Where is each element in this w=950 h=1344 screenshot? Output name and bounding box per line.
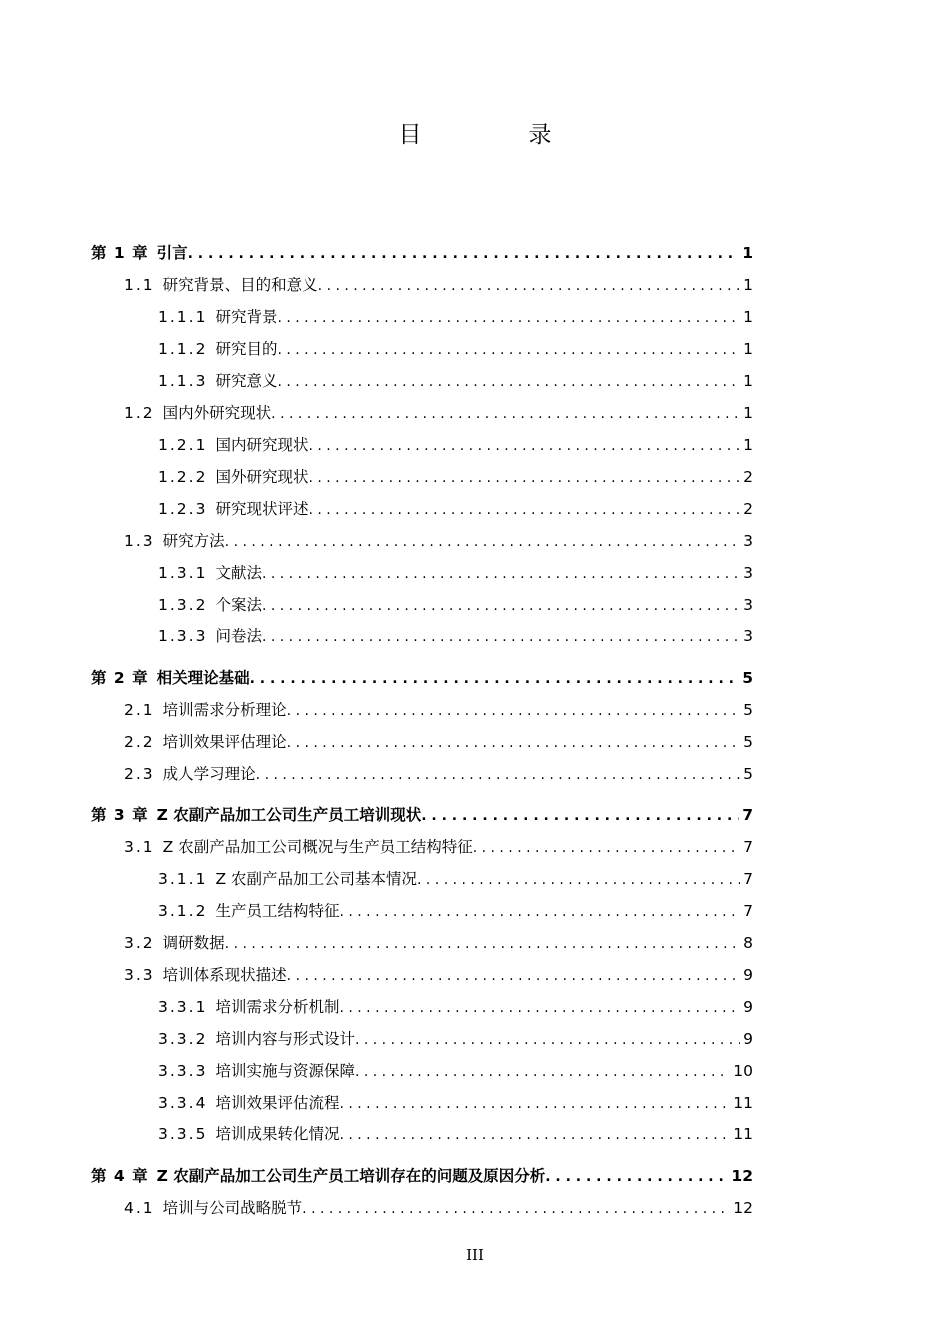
toc-section-entry[interactable] <box>124 931 753 955</box>
toc-section-entry[interactable] <box>124 762 753 786</box>
toc-entry-number: 3.1.1 <box>158 870 208 888</box>
toc-page-number: 12 <box>733 1199 753 1217</box>
toc-entry-number: 3.1.2 <box>158 902 208 920</box>
toc-leader-dots <box>417 872 740 888</box>
toc-page-number: 5 <box>742 669 753 687</box>
toc-entry-number: 4.1 <box>124 1199 155 1217</box>
toc-page-number: 1 <box>743 340 753 358</box>
toc-entry-title: Z 农副产品加工公司生产员工培训存在的问题及原因分析 <box>156 1167 546 1185</box>
toc-leader-dots <box>545 1169 728 1185</box>
toc-leader-dots <box>287 968 740 984</box>
toc-entry-title: 生产员工结构特征 <box>215 902 340 920</box>
toc-section-entry[interactable] <box>124 1196 753 1220</box>
toc-entry-title: 成人学习理论 <box>162 765 256 783</box>
toc-page-number: 11 <box>733 1094 753 1112</box>
toc-chapter-entry[interactable] <box>91 666 753 690</box>
toc-page-number: 3 <box>743 627 753 645</box>
toc-entry-number: 第 2 章 <box>91 669 149 687</box>
toc-page-number: 7 <box>742 806 753 824</box>
toc-section-entry[interactable] <box>124 401 753 425</box>
toc-leader-dots <box>256 767 740 783</box>
toc-entry-title: 问卷法 <box>215 627 262 645</box>
toc-entry-title: 国内研究现状 <box>215 436 309 454</box>
toc-entry-title: 培训效果评估流程 <box>215 1094 340 1112</box>
toc-section-entry[interactable] <box>158 1027 753 1051</box>
toc-section-entry[interactable] <box>124 273 753 297</box>
toc-entry-number: 1.3.3 <box>158 627 208 645</box>
toc-page-number: 7 <box>743 902 753 920</box>
toc-leader-dots <box>277 342 740 358</box>
toc-entry-title: 培训内容与形式设计 <box>215 1030 355 1048</box>
toc-leader-dots <box>355 1032 740 1048</box>
toc-page-number: 1 <box>743 372 753 390</box>
toc-chapter-entry[interactable] <box>91 803 753 827</box>
toc-leader-dots <box>271 406 740 422</box>
toc-entry-number: 1.2.1 <box>158 436 208 454</box>
toc-entry-title: 培训需求分析机制 <box>215 998 340 1016</box>
toc-entry-number: 3.3.2 <box>158 1030 208 1048</box>
toc-entry-title: 研究意义 <box>215 372 278 390</box>
toc-leader-dots <box>339 904 740 920</box>
toc-section-entry[interactable] <box>158 369 753 393</box>
toc-section-entry[interactable] <box>124 698 753 722</box>
toc-page-number: 5 <box>743 733 753 751</box>
toc-page-number: 2 <box>743 468 753 486</box>
toc-entry-title: 培训实施与资源保障 <box>215 1062 355 1080</box>
toc-leader-dots <box>473 840 740 856</box>
toc-entry-number: 2.1 <box>124 701 155 719</box>
toc-page-number: 3 <box>743 532 753 550</box>
toc-page-number: 9 <box>743 998 753 1016</box>
toc-leader-dots <box>225 534 740 550</box>
toc-leader-dots <box>308 470 740 486</box>
toc-section-entry[interactable] <box>124 730 753 754</box>
toc-entry-title: 相关理论基础 <box>156 669 250 687</box>
toc-section-entry[interactable] <box>158 337 753 361</box>
toc-page-number: 1 <box>743 404 753 422</box>
toc-section-entry[interactable] <box>158 1122 753 1146</box>
toc-entry-number: 1.3 <box>124 532 155 550</box>
toc-section-entry[interactable] <box>158 995 753 1019</box>
toc-leader-dots <box>277 374 740 390</box>
toc-section-entry[interactable] <box>158 867 753 891</box>
toc-page-number: 9 <box>743 966 753 984</box>
toc-entry-title: 调研数据 <box>162 934 225 952</box>
toc-section-entry[interactable] <box>158 433 753 457</box>
toc-page-number: 8 <box>743 934 753 952</box>
toc-entry-number: 第 4 章 <box>91 1167 149 1185</box>
toc-entry-title: 研究背景 <box>215 308 278 326</box>
toc-entry-number: 3.3 <box>124 966 155 984</box>
toc-section-entry[interactable] <box>124 963 753 987</box>
toc-page-number: 1 <box>742 244 753 262</box>
toc-entry-number: 2.3 <box>124 765 155 783</box>
toc-entry-title: 研究方法 <box>162 532 225 550</box>
toc-leader-dots <box>262 598 740 614</box>
toc-section-entry[interactable] <box>158 624 753 648</box>
toc-section-entry[interactable] <box>158 305 753 329</box>
toc-section-entry[interactable] <box>158 593 753 617</box>
toc-leader-dots <box>262 629 740 645</box>
toc-entry-number: 3.2 <box>124 934 155 952</box>
toc-page-number: 1 <box>743 436 753 454</box>
toc-entry-title: 引言 <box>156 244 188 262</box>
toc-section-entry[interactable] <box>158 1091 753 1115</box>
toc-entry-number: 1.1.1 <box>158 308 208 326</box>
toc-entry-number: 1.1 <box>124 276 155 294</box>
toc-entry-title: Z 农副产品加工公司基本情况 <box>215 870 417 888</box>
toc-page-number: 11 <box>733 1125 753 1143</box>
toc-page-number: 12 <box>731 1167 753 1185</box>
toc-leader-dots <box>188 246 740 262</box>
toc-leader-dots <box>302 1201 730 1217</box>
toc-leader-dots <box>339 1000 740 1016</box>
toc-page-number: 3 <box>743 564 753 582</box>
page-title: 目 录 <box>398 122 594 148</box>
toc-page-number: 5 <box>743 765 753 783</box>
toc-entry-title: 培训成果转化情况 <box>215 1125 340 1143</box>
toc-entry-number: 1.1.3 <box>158 372 208 390</box>
toc-entry-number: 1.1.2 <box>158 340 208 358</box>
toc-leader-dots <box>225 936 740 952</box>
page-number: III <box>466 1246 484 1264</box>
toc-page-number: 2 <box>743 500 753 518</box>
toc-section-entry[interactable] <box>158 561 753 585</box>
toc-entry-number: 1.2 <box>124 404 155 422</box>
toc-page-number: 3 <box>743 596 753 614</box>
toc-entry-title: 文献法 <box>215 564 262 582</box>
toc-leader-dots <box>277 310 740 326</box>
toc-entry-number: 3.3.5 <box>158 1125 208 1143</box>
toc-chapter-entry[interactable] <box>91 241 753 265</box>
toc-section-entry[interactable] <box>158 497 753 521</box>
toc-page-number: 1 <box>743 308 753 326</box>
toc-page-number: 5 <box>743 701 753 719</box>
toc-leader-dots <box>355 1064 730 1080</box>
toc-section-entry[interactable] <box>124 529 753 553</box>
toc-entry-title: 研究背景、目的和意义 <box>162 276 318 294</box>
toc-entry-title: Z 农副产品加工公司概况与生产员工结构特征 <box>162 838 473 856</box>
toc-entry-number: 第 1 章 <box>91 244 149 262</box>
toc-entry-number: 1.2.2 <box>158 468 208 486</box>
toc-leader-dots <box>308 438 740 454</box>
toc-entry-title: 培训需求分析理论 <box>162 701 287 719</box>
toc-chapter-entry[interactable] <box>91 1164 753 1188</box>
toc-leader-dots <box>421 808 739 824</box>
toc-leader-dots <box>339 1127 730 1143</box>
toc-page-number: 1 <box>743 276 753 294</box>
toc-entry-title: 培训效果评估理论 <box>162 733 287 751</box>
toc-leader-dots <box>318 278 740 294</box>
toc-section-entry[interactable] <box>158 1059 753 1083</box>
toc-entry-number: 3.1 <box>124 838 155 856</box>
toc-leader-dots <box>287 735 740 751</box>
toc-page-number: 7 <box>743 838 753 856</box>
toc-entry-title: 国外研究现状 <box>215 468 309 486</box>
toc-leader-dots <box>287 703 740 719</box>
toc-leader-dots <box>339 1096 730 1112</box>
toc-leader-dots <box>250 671 740 687</box>
toc-entry-number: 3.3.3 <box>158 1062 208 1080</box>
toc-section-entry[interactable] <box>158 899 753 923</box>
toc-entry-number: 1.3.2 <box>158 596 208 614</box>
toc-entry-title: 培训体系现状描述 <box>162 966 287 984</box>
toc-entry-number: 3.3.4 <box>158 1094 208 1112</box>
toc-page-number: 7 <box>743 870 753 888</box>
toc-entry-title: 研究现状评述 <box>215 500 309 518</box>
toc-leader-dots <box>308 502 740 518</box>
toc-entry-number: 1.2.3 <box>158 500 208 518</box>
toc-entry-number: 第 3 章 <box>91 806 149 824</box>
toc-entry-title: Z 农副产品加工公司生产员工培训现状 <box>156 806 422 824</box>
toc-entry-title: 个案法 <box>215 596 262 614</box>
toc-entry-title: 研究目的 <box>215 340 278 358</box>
toc-section-entry[interactable] <box>124 835 753 859</box>
toc-entry-number: 1.3.1 <box>158 564 208 582</box>
toc-section-entry[interactable] <box>158 465 753 489</box>
toc-entry-title: 培训与公司战略脱节 <box>162 1199 303 1217</box>
toc-leader-dots <box>262 566 740 582</box>
toc-entry-number: 2.2 <box>124 733 155 751</box>
toc-entry-title: 国内外研究现状 <box>162 404 272 422</box>
toc-entry-number: 3.3.1 <box>158 998 208 1016</box>
toc-page-number: 10 <box>733 1062 753 1080</box>
toc-page-number: 9 <box>743 1030 753 1048</box>
